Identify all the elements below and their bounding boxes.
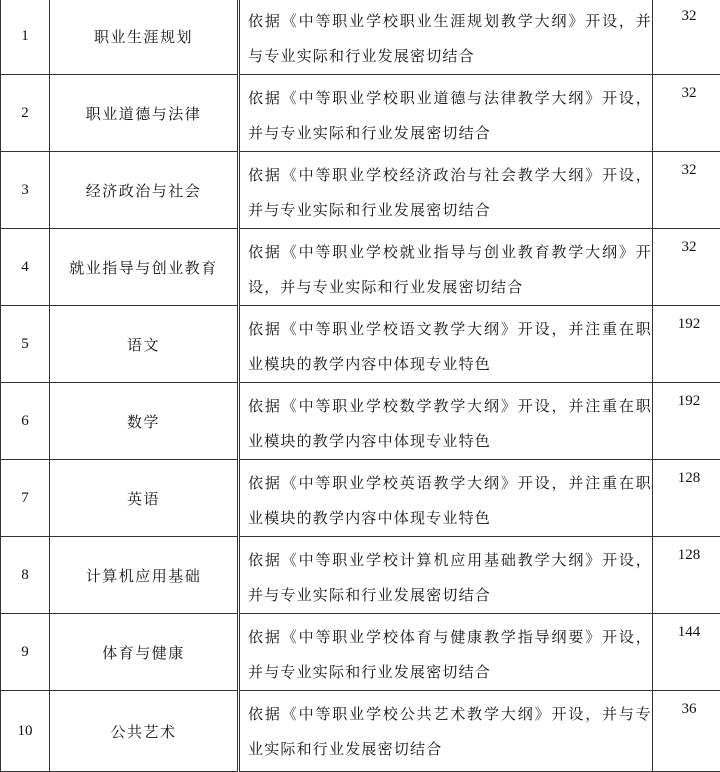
course-hours: 32 xyxy=(653,75,720,102)
table-row xyxy=(1,614,720,691)
course-name: 公共艺术 xyxy=(50,691,239,772)
course-description: 依据《中等职业学校职业生涯规划教学大纲》开设，并与专业实际和行业发展密切结合 xyxy=(240,0,652,74)
course-name: 体育与健康 xyxy=(50,614,239,691)
course-number: 2 xyxy=(1,75,50,152)
course-hours: 36 xyxy=(653,691,720,718)
table-row xyxy=(1,460,720,537)
table-row xyxy=(1,691,720,772)
course-name: 就业指导与创业教育 xyxy=(50,229,239,306)
course-hours: 32 xyxy=(653,0,720,25)
course-name: 职业生涯规划 xyxy=(50,0,239,75)
table-row xyxy=(1,383,720,460)
course-number: 7 xyxy=(1,460,50,537)
table-row xyxy=(1,0,720,75)
course-number: 4 xyxy=(1,229,50,306)
course-number: 8 xyxy=(1,537,50,614)
course-number: 1 xyxy=(1,0,50,75)
course-description: 依据《中等职业学校数学教学大纲》开设，并注重在职业模块的教学内容中体现专业特色 xyxy=(240,383,652,459)
course-description: 依据《中等职业学校职业道德与法律教学大纲》开设，并与专业实际和行业发展密切结合 xyxy=(240,75,652,151)
course-description: 依据《中等职业学校英语教学大纲》开设，并注重在职业模块的教学内容中体现专业特色 xyxy=(240,460,652,536)
course-name: 英语 xyxy=(50,460,239,537)
course-hours: 32 xyxy=(653,229,720,256)
table-row xyxy=(1,537,720,614)
course-name: 经济政治与社会 xyxy=(50,152,239,229)
course-number: 10 xyxy=(1,691,50,772)
course-description: 依据《中等职业学校计算机应用基础教学大纲》开设，并与专业实际和行业发展密切结合 xyxy=(240,537,652,613)
course-name: 职业道德与法律 xyxy=(50,75,239,152)
course-hours: 192 xyxy=(653,383,720,410)
table-row xyxy=(1,306,720,383)
course-description: 依据《中等职业学校体育与健康教学指导纲要》开设，并与专业实际和行业发展密切结合 xyxy=(240,614,652,690)
course-description: 依据《中等职业学校语文教学大纲》开设，并注重在职业模块的教学内容中体现专业特色 xyxy=(240,306,652,382)
table-row xyxy=(1,229,720,306)
course-hours: 128 xyxy=(653,460,720,487)
course-name: 数学 xyxy=(50,383,239,460)
course-name: 计算机应用基础 xyxy=(50,537,239,614)
course-description: 依据《中等职业学校就业指导与创业教育教学大纲》开设，并与专业实际和行业发展密切结合 xyxy=(240,229,652,305)
course-number: 5 xyxy=(1,306,50,383)
table-row xyxy=(1,152,720,229)
course-table-body xyxy=(1,0,720,772)
course-hours: 128 xyxy=(653,537,720,564)
course-hours: 32 xyxy=(653,152,720,179)
course-hours: 192 xyxy=(653,306,720,333)
course-name: 语文 xyxy=(50,306,239,383)
course-number: 6 xyxy=(1,383,50,460)
course-description: 依据《中等职业学校公共艺术教学大纲》开设，并与专业实际和行业发展密切结合 xyxy=(240,691,652,767)
table-row xyxy=(1,75,720,152)
course-hours: 144 xyxy=(653,614,720,641)
course-description: 依据《中等职业学校经济政治与社会教学大纲》开设，并与专业实际和行业发展密切结合 xyxy=(240,152,652,228)
course-number: 9 xyxy=(1,614,50,691)
course-number: 3 xyxy=(1,152,50,229)
